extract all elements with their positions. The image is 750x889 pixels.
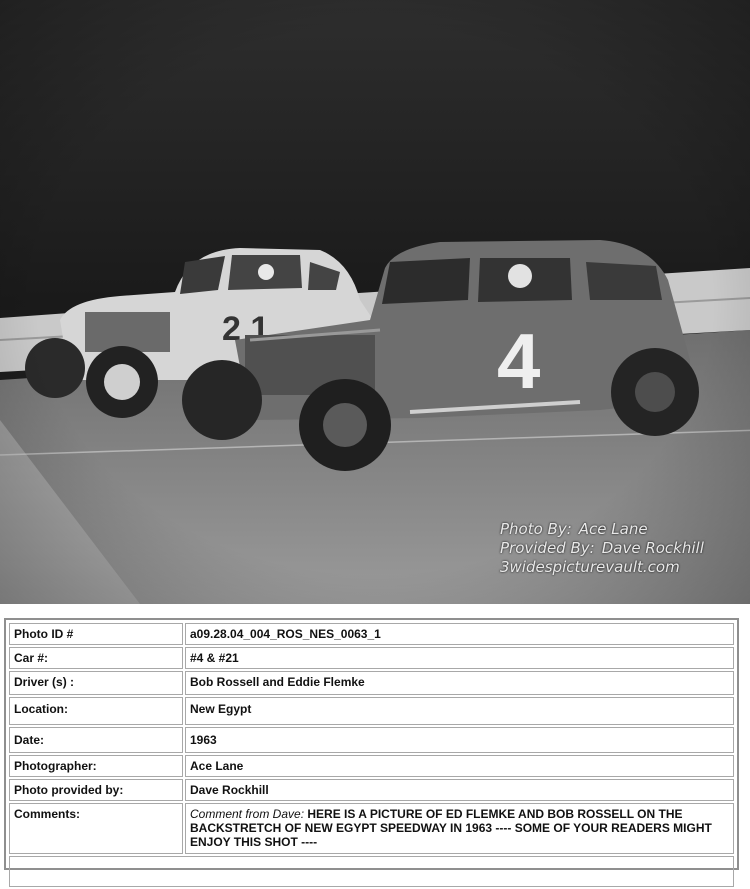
- empty-cell: [9, 856, 734, 887]
- car-number-value: #4 & #21: [185, 647, 734, 669]
- table-row-empty: [9, 856, 734, 887]
- comment-text: HERE IS A PICTURE OF ED FLEMKE AND BOB ROSSELL ON THE BACKSTRETCH OF NEW EGYPT SPEEDWAY IN 1963 ---- SOME OF YOUR READERS MIGHT ENJOY THIS SHOT ----: [190, 807, 712, 849]
- table-row: [9, 779, 734, 801]
- table-row: [9, 647, 734, 669]
- provided-by-credit: Provided By: Dave Rockhill: [500, 539, 704, 557]
- provided-by-label: Photo provided by:: [9, 779, 183, 801]
- date-label: Date:: [9, 727, 183, 753]
- provided-by-value: Dave Rockhill: [185, 779, 734, 801]
- photo-by-credit: Photo By: Ace Lane: [500, 520, 648, 538]
- drivers-value: Bob Rossell and Eddie Flemke: [185, 671, 734, 695]
- table-row: [9, 671, 734, 695]
- table-row: [9, 727, 734, 753]
- site-credit: 3widespicturevault.com: [500, 558, 680, 576]
- table-row: [9, 697, 734, 725]
- drivers-label: Driver (s) :: [9, 671, 183, 695]
- table-row: [9, 623, 734, 645]
- date-value: 1963: [185, 727, 734, 753]
- comment-prefix: Comment from Dave:: [190, 807, 305, 821]
- photographer-value: Ace Lane: [185, 755, 734, 777]
- location-label: Location:: [9, 697, 183, 725]
- comments-label: Comments:: [9, 803, 183, 854]
- details-grid: [7, 621, 736, 889]
- location-value: New Egypt: [185, 697, 734, 725]
- photographer-label: Photographer:: [9, 755, 183, 777]
- table-row: [9, 803, 734, 854]
- photo-credits: [500, 520, 704, 577]
- car-number-label: Car #:: [9, 647, 183, 669]
- photo-details-table: [4, 618, 739, 870]
- photo-id-label: Photo ID #: [9, 623, 183, 645]
- photo-id-value: a09.28.04_004_ROS_NES_0063_1: [185, 623, 734, 645]
- table-row: [9, 755, 734, 777]
- comments-value: [185, 803, 734, 854]
